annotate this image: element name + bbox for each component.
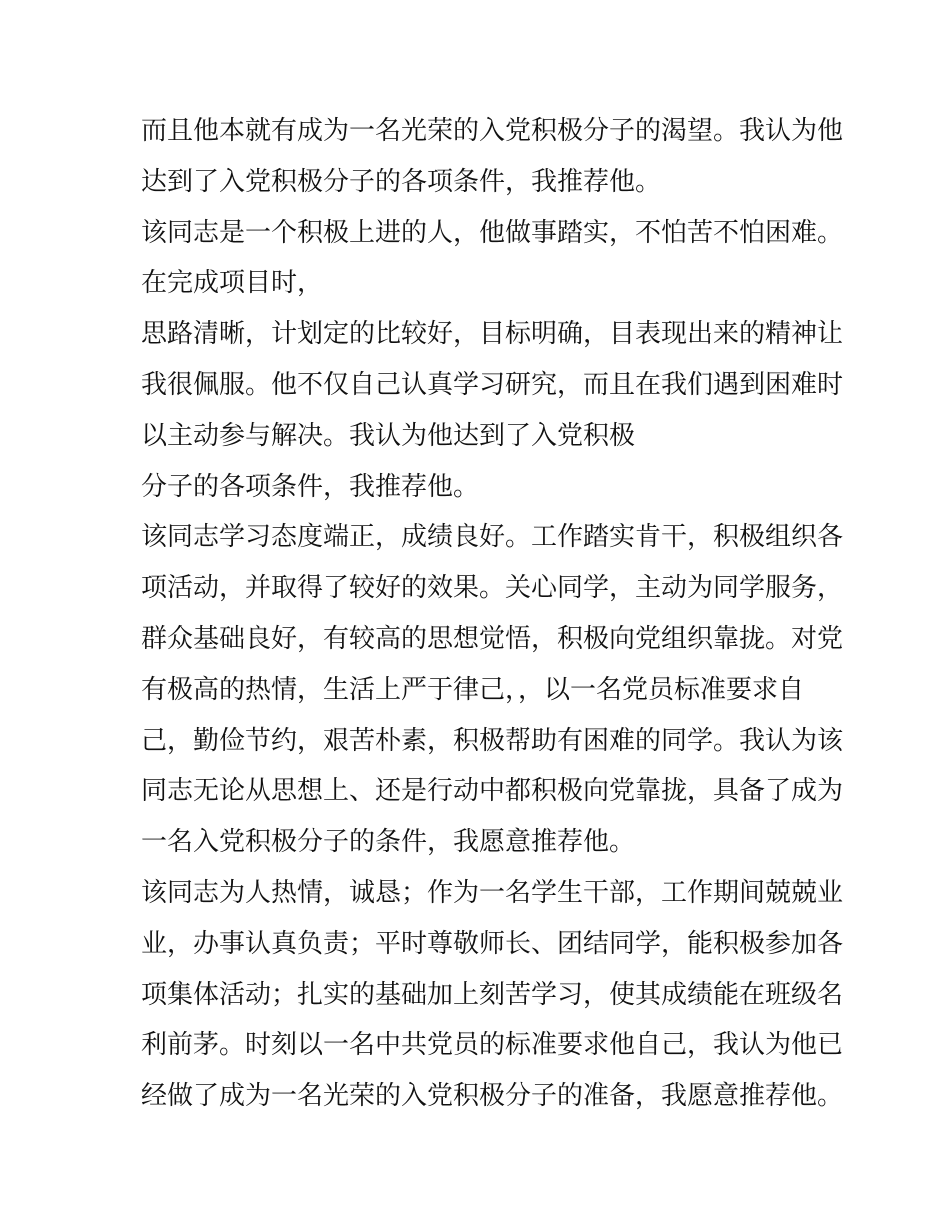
- text-line: 项集体活动；扎实的基础加上刻苦学习，使其成绩能在班级名: [141, 979, 844, 1010]
- text-line: 一名入党积极分子的条件，我愿意推荐他。: [141, 827, 636, 858]
- text-line: 利前茅。时刻以一名中共党员的标准要求他自己，我认为他已: [141, 1030, 844, 1061]
- text-line: 该同志学习态度端正，成绩良好。工作踏实肯干，积极组织各: [141, 522, 844, 553]
- text-line: 经做了成为一名光荣的入党积极分子的准备，我愿意推荐他。: [141, 1081, 844, 1112]
- text-line: 我很佩服。他不仅自己认真学习研究，而且在我们遇到困难时: [141, 369, 844, 400]
- text-line: 项活动，并取得了较好的效果。关心同学，主动为同学服务，: [141, 573, 844, 604]
- text-line: 群众基础良好，有较高的思想觉悟，积极向党组织靠拢。对党: [141, 623, 844, 654]
- text-line: 己，勤俭节约，艰苦朴素，积极帮助有困难的同学。我认为该: [141, 725, 844, 756]
- text-line: 该同志是一个积极上进的人，他做事踏实，不怕苦不怕困难。: [141, 217, 844, 248]
- text-line: 而且他本就有成为一名光荣的入党积极分子的渴望。我认为他: [141, 116, 844, 146]
- document-body: [141, 106, 844, 1122]
- text-line: 思路清晰，计划定的比较好，目标明确，目表现出来的精神让: [141, 319, 844, 350]
- text-line: 该同志为人热情，诚恳；作为一名学生干部，工作期间兢兢业: [141, 877, 844, 908]
- text-line: 业，办事认真负责；平时尊敬师长、团结同学，能积极参加各: [141, 928, 844, 959]
- text-line: 同志无论从思想上、还是行动中都积极向党靠拢，具备了成为: [141, 776, 844, 807]
- text-line: 有极高的热情，生活上严于律己，，以一名党员标准要求自: [141, 674, 805, 705]
- text-line: 以主动参与解决。我认为他达到了入党积极: [141, 420, 636, 451]
- text-line: 达到了入党积极分子的各项条件，我推荐他。: [141, 166, 662, 197]
- text-line: 分子的各项条件，我推荐他。: [141, 471, 480, 502]
- text-line: 在完成项目时，: [141, 268, 324, 299]
